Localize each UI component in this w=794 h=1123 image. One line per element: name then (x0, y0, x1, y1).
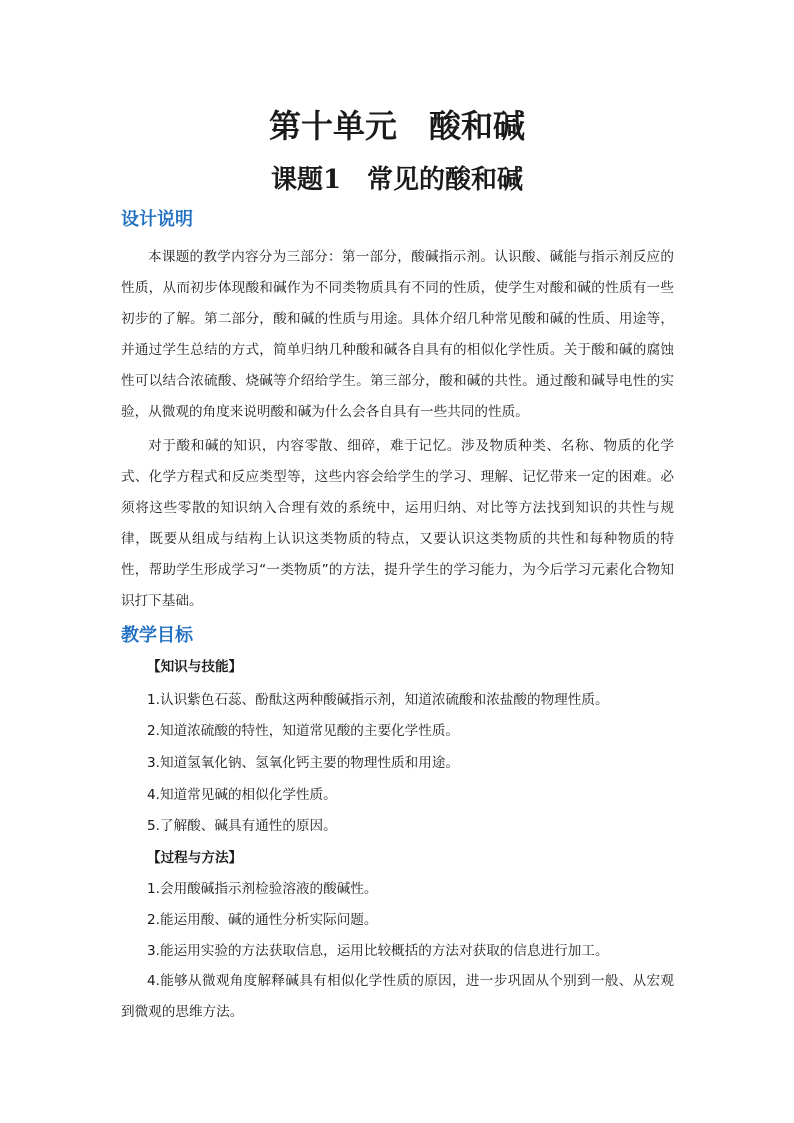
design-paragraph-2: 对于酸和碱的知识，内容零散、细碎，难于记忆。涉及物质种类、名称、物质的化学式、化学方程式和反应类型等，这些内容会给学生的学习、理解、记忆带来一定的困难。必须将这些零散的知识纳入合理有效的系统中，运用归纳、对比等方法找到知识的共性与规律，既要从组成与结构上认识这类物质的特点，又要认识这类物质的共性和每种物质的特性，帮助学生形成学习“一类物质”的方法，提升学生的学习能力，为今后学习元素化合物知识打下基础。 (121, 438, 674, 609)
process-item-4: 4.能够从微观角度解释碱具有相似化学性质的原因，进一步巩固从个别到一般、从宏观到微观的思维方法。 (121, 973, 674, 1020)
knowledge-item-5: 5.了解酸、碱具有通性的原因。 (147, 818, 337, 834)
knowledge-item-2: 2.知道浓硫酸的特性，知道常见酸的主要化学性质。 (147, 723, 460, 739)
knowledge-item-3: 3.知道氢氧化钠、氢氧化钙主要的物理性质和用途。 (147, 755, 460, 771)
goals-heading: 教学目标 (121, 625, 193, 646)
process-item-1: 1.会用酸碱指示剂检验溶液的酸碱性。 (147, 881, 378, 897)
unit-title: 第十单元 酸和碱 (268, 107, 525, 145)
lesson-title: 课题1 常见的酸和碱 (270, 165, 524, 195)
process-item-2: 2.能运用酸、碱的通性分析实际问题。 (147, 912, 378, 928)
process-item-3: 3.能运用实验的方法获取信息，运用比较概括的方法对获取的信息进行加工。 (147, 943, 609, 959)
knowledge-item-1: 1.认识紫色石蕊、酚酞这两种酸碱指示剂，知道浓硫酸和浓盐酸的物理性质。 (147, 692, 609, 708)
knowledge-skills-label: 【知识与技能】 (147, 659, 243, 675)
process-methods-label: 【过程与方法】 (147, 850, 243, 866)
knowledge-item-4: 4.知道常见碱的相似化学性质。 (147, 787, 337, 803)
design-heading: 设计说明 (121, 209, 193, 230)
design-paragraph-1: 本课题的教学内容分为三部分：第一部分，酸碱指示剂。认识酸、碱能与指示剂反应的性质，从而初步体现酸和碱作为不同类物质具有不同的性质，使学生对酸和碱的性质有一些初步的了解。第二部分，酸和碱的性质与用途。具体介绍几种常见酸和碱的性质、用途等，并通过学生总结的方式，简单归纳几种酸和碱各自具有的相似化学性质。关于酸和碱的腐蚀性可以结合浓硫酸、烧碱等介绍给学生。第三部分，酸和碱的共性。通过酸和碱导电性的实验，从微观的角度来说明酸和碱为什么会各自具有一些共同的性质。 (121, 249, 674, 420)
